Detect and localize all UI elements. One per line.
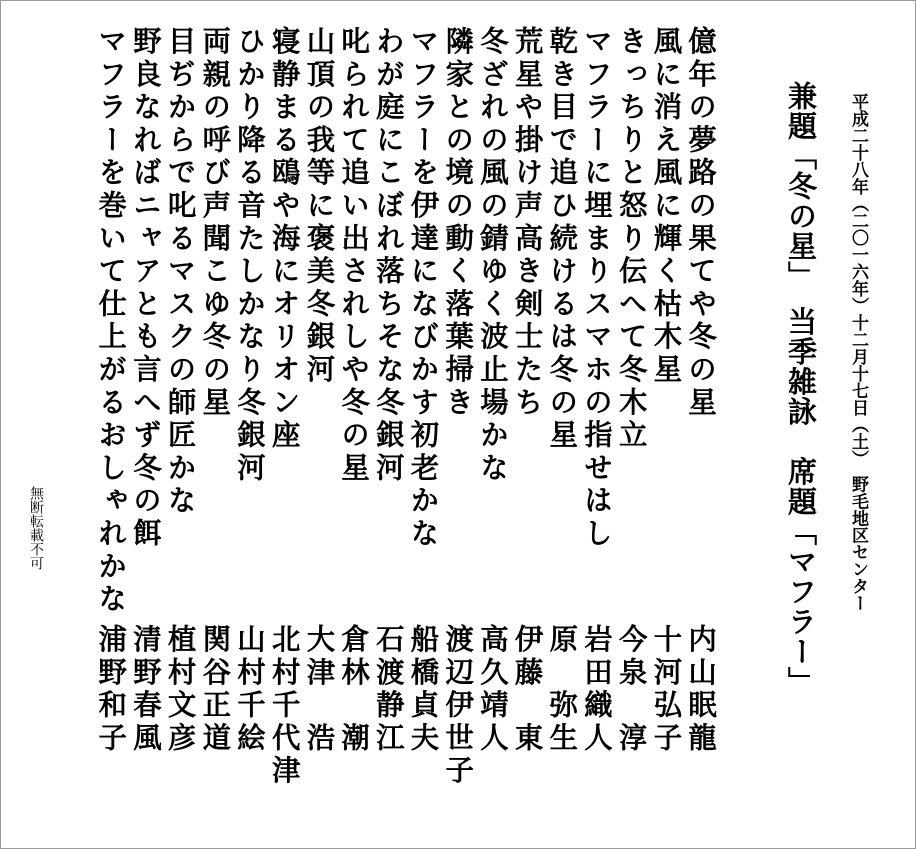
haiku-author: 岩田織人 [579,624,614,756]
topics-header: 兼題「冬の星」 当季雑詠 席題「マフラー」 [784,81,818,697]
haiku-verse: 寝静まる鴎や海にオリオン座 [267,26,302,453]
haiku-verse: 隣家との境の動く落葉掃き [441,26,476,420]
haiku-author: 内山眠龍 [684,624,719,756]
haiku-author: 浦野和子 [94,624,129,756]
haiku-verse: 億年の夢路の果てや冬の星 [684,26,719,420]
haiku-verse: ひかり降る音たしかなり冬銀河 [232,26,267,486]
haiku-verse: 目ぢからで叱るマスクの師匠かな [163,26,198,518]
haiku-author: 北村千代津 [267,624,302,788]
haiku-author: 植村文彦 [163,624,198,756]
haiku-author: 原 弥生 [545,624,580,756]
haiku-verse: マフラーに埋まりスマホの指せはし [579,26,614,551]
copyright-notice: 無断転載不可 [28,486,44,570]
date-venue-header: 平成二十八年（二〇一六年）十二月十七日（土） 野毛地区センター [848,93,868,612]
haiku-verse: マフラーを伊達になびかす初老かな [406,26,441,551]
haiku-verse: 荒星や掛け声高き剣士たち [510,26,545,420]
haiku-author: 高久靖人 [475,624,510,756]
haiku-author: 十河弘子 [649,624,684,756]
haiku-verse: 両親の呼び声聞こゆ冬の星 [198,26,233,420]
haiku-verse: 山頂の我等に褒美冬銀河 [302,26,337,387]
haiku-verse: 冬ざれの風の錆ゆく波止場かな [475,26,510,486]
haiku-verse: 風に消え風に輝く枯木星 [649,26,684,387]
haiku-author: 倉林 潮 [337,624,372,756]
haiku-author: 石渡静江 [371,624,406,756]
haiku-author: 大津 浩 [302,624,337,756]
haiku-author: 関谷正道 [198,624,233,756]
haiku-verse: わが庭にこぼれ落ちそな冬銀河 [371,26,406,486]
haiku-author: 渡辺伊世子 [441,624,476,788]
haiku-verse: 野良なればニャアとも言へず冬の餌 [128,26,163,551]
haiku-verse: 叱られて追い出されしや冬の星 [337,26,372,486]
haiku-author: 今泉 淳 [614,624,649,756]
haiku-verse: マフラーを巻いて仕上がるおしゃれかな [94,26,129,617]
haiku-verse: 乾き目で追ひ続けるは冬の星 [545,26,580,453]
haiku-author: 船橋貞夫 [406,624,441,756]
haiku-author: 山村千絵 [232,624,267,756]
haiku-author: 伊藤 東 [510,624,545,756]
haiku-verse: きっちりと怒り伝へて冬木立 [614,26,649,453]
haiku-author: 清野春風 [128,624,163,756]
